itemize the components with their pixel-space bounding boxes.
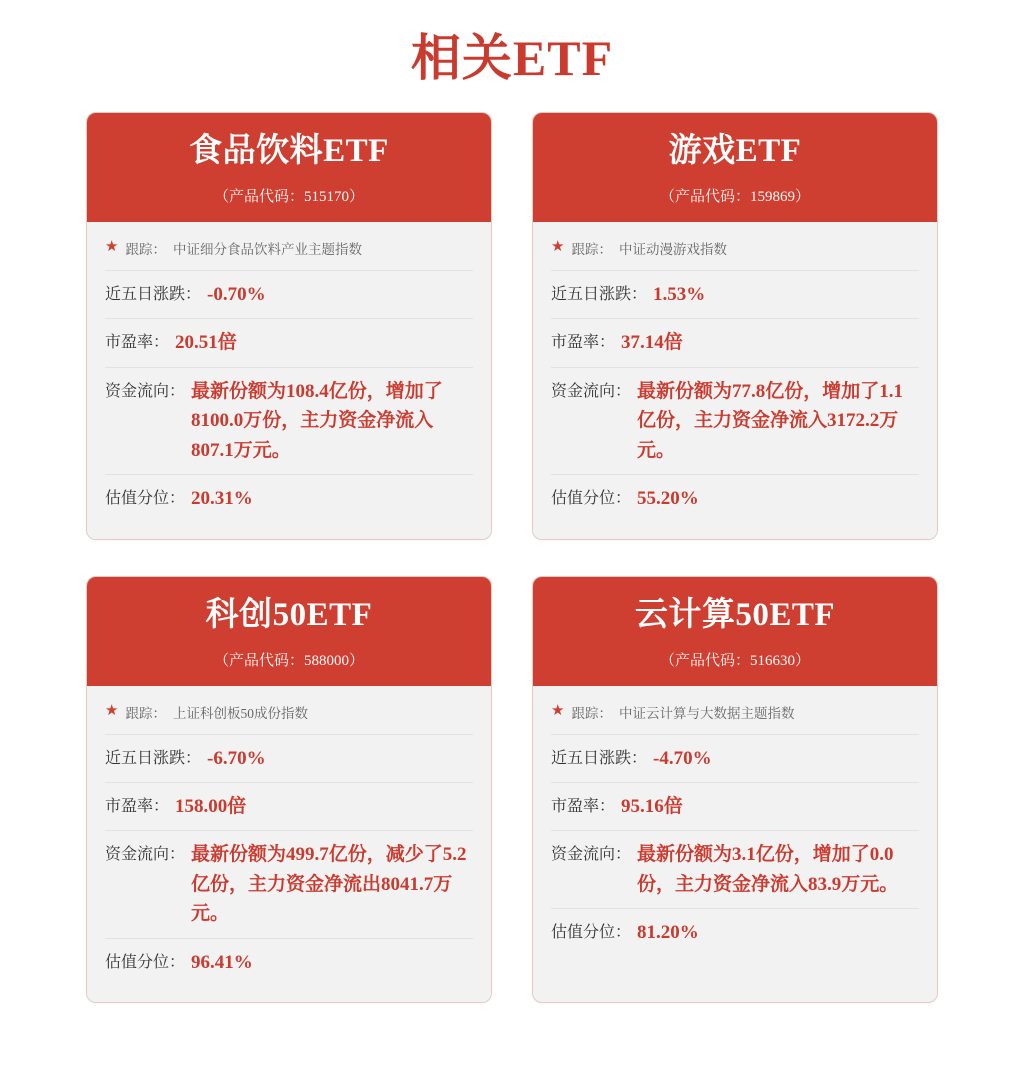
etf-name: 科创50ETF [205, 596, 373, 633]
star-icon: ★ [551, 703, 565, 719]
star-icon: ★ [105, 239, 119, 256]
etf-code: （产品代码：515170） [213, 188, 364, 205]
track-label: 跟踪： [125, 705, 166, 721]
etf-card-body [533, 686, 937, 973]
pe-label: 市盈率： [551, 797, 616, 815]
etf-five-day-row [551, 270, 919, 318]
etf-card-header [533, 113, 937, 222]
etf-five-day-row [551, 734, 919, 782]
track-value: 中证云计算与大数据主题指数 [618, 705, 795, 721]
etf-card-body [533, 222, 937, 539]
pe-value: 37.14倍 [621, 332, 683, 354]
pe-label: 市盈率： [105, 334, 170, 352]
five-day-label: 近五日涨跌： [105, 285, 202, 303]
valuation-value: 96.41% [191, 951, 253, 973]
pe-label: 市盈率： [551, 334, 616, 352]
etf-pe-row [551, 782, 919, 830]
etf-valuation-row [105, 938, 473, 986]
page-title: 相关ETF [410, 30, 614, 86]
flow-label: 资金流向： [551, 846, 632, 864]
track-value: 上证科创板50成份指数 [172, 705, 308, 721]
etf-card [532, 112, 938, 540]
five-day-label: 近五日涨跌： [551, 285, 648, 303]
etf-flow-row [551, 367, 919, 474]
star-icon: ★ [105, 703, 119, 719]
etf-track-row [551, 700, 919, 734]
valuation-label: 估值分位： [551, 490, 632, 508]
etf-code: （产品代码：159869） [659, 188, 810, 205]
valuation-value: 55.20% [637, 488, 699, 510]
five-day-value: -6.70% [207, 747, 266, 769]
flow-value: 最新份额为77.8亿份，增加了1.1亿份，主力资金净流入3172.2万元。 [637, 380, 904, 461]
etf-name: 游戏ETF [668, 133, 802, 169]
track-label: 跟踪： [125, 241, 166, 257]
etf-card-header [87, 113, 491, 222]
etf-pe-row [551, 318, 919, 366]
etf-valuation-row [105, 474, 473, 522]
etf-flow-row [105, 367, 473, 474]
valuation-label: 估值分位： [551, 924, 632, 942]
etf-card-header [87, 577, 491, 686]
five-day-value: 1.53% [653, 283, 706, 305]
flow-value: 最新份额为108.4亿份，增加了8100.0万份，主力资金净流入807.1万元。 [191, 380, 443, 461]
etf-code: （产品代码：516630） [659, 652, 810, 669]
etf-card-grid [0, 112, 1024, 1003]
etf-flow-row [105, 830, 473, 937]
track-label: 跟踪： [571, 241, 612, 257]
valuation-value: 81.20% [637, 922, 699, 944]
etf-pe-row [105, 318, 473, 366]
etf-card-body [87, 222, 491, 539]
etf-card-header [533, 577, 937, 686]
track-value: 中证细分食品饮料产业主题指数 [172, 241, 362, 257]
etf-name: 云计算50ETF [634, 596, 836, 633]
flow-value: 最新份额为499.7亿份，减少了5.2亿份，主力资金净流出8041.7万元。 [191, 844, 467, 925]
flow-label: 资金流向： [105, 382, 186, 400]
etf-card [532, 576, 938, 1004]
etf-name: 食品饮料ETF [189, 133, 389, 169]
etf-track-row [105, 236, 473, 270]
etf-code: （产品代码：588000） [213, 652, 364, 669]
pe-value: 95.16倍 [621, 795, 683, 817]
valuation-value: 20.31% [191, 488, 253, 510]
etf-track-row [105, 700, 473, 734]
etf-valuation-row [551, 908, 919, 956]
etf-flow-row [551, 830, 919, 908]
valuation-label: 估值分位： [105, 953, 186, 971]
five-day-value: -4.70% [653, 747, 712, 769]
etf-card [86, 112, 492, 540]
flow-label: 资金流向： [105, 846, 186, 864]
etf-five-day-row [105, 270, 473, 318]
etf-card-body [87, 686, 491, 1003]
five-day-label: 近五日涨跌： [105, 749, 202, 767]
etf-five-day-row [105, 734, 473, 782]
pe-value: 20.51倍 [175, 332, 237, 354]
five-day-value: -0.70% [207, 283, 266, 305]
etf-valuation-row [551, 474, 919, 522]
etf-card [86, 576, 492, 1004]
pe-value: 158.00倍 [175, 795, 247, 817]
star-icon: ★ [551, 239, 565, 256]
valuation-label: 估值分位： [105, 490, 186, 508]
flow-label: 资金流向： [551, 382, 632, 400]
five-day-label: 近五日涨跌： [551, 749, 648, 767]
etf-track-row [551, 236, 919, 270]
pe-label: 市盈率： [105, 797, 170, 815]
etf-pe-row [105, 782, 473, 830]
flow-value: 最新份额为3.1亿份，增加了0.0份，主力资金净流入83.9万元。 [637, 844, 899, 895]
track-value: 中证动漫游戏指数 [618, 241, 727, 257]
track-label: 跟踪： [571, 705, 612, 721]
